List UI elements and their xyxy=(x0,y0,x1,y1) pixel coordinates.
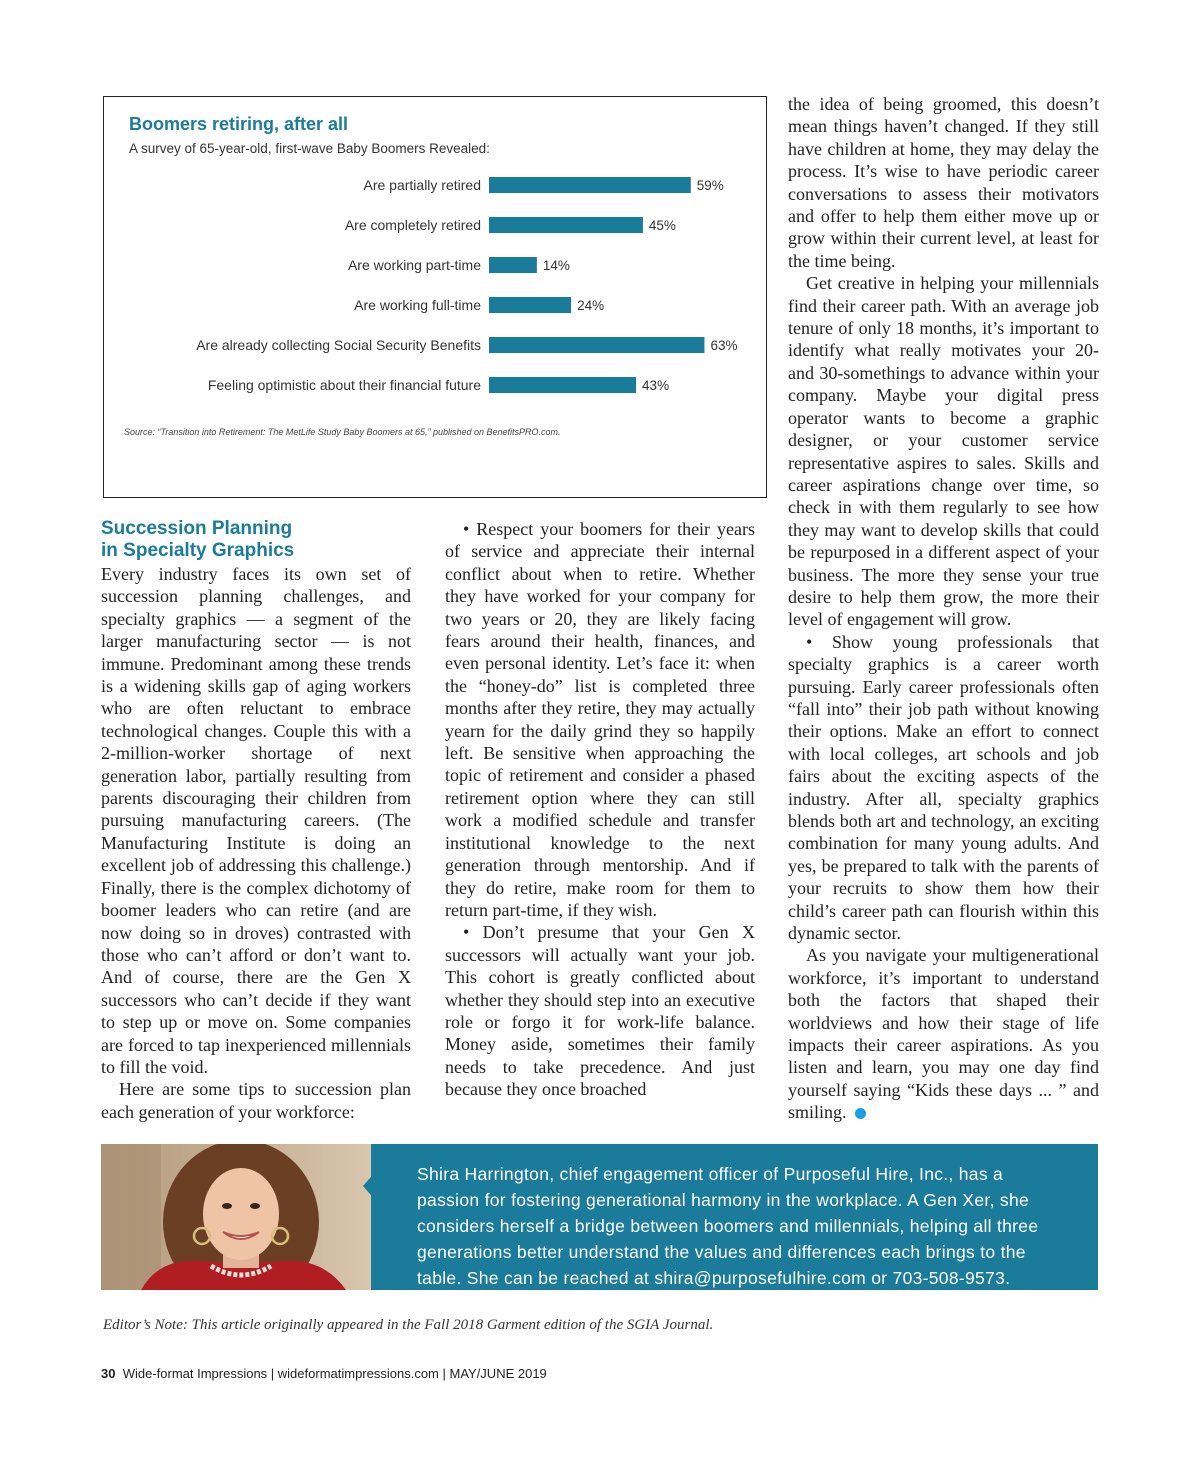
section-heading-line-1: Succession Planning xyxy=(101,518,293,539)
article-column-1 xyxy=(101,518,411,1123)
author-photo xyxy=(101,1144,371,1290)
value-label: 59% xyxy=(696,178,724,193)
bar xyxy=(489,257,537,273)
value-label: 45% xyxy=(648,218,676,233)
category-label: Are working full-time xyxy=(354,297,481,313)
value-label: 63% xyxy=(710,338,738,353)
article-column-2 xyxy=(445,518,755,1101)
footer-text: Wide-format Impressions | wideformatimpressions.com | MAY/JUNE 2019 xyxy=(122,1366,547,1381)
value-label: 43% xyxy=(642,378,670,393)
bar xyxy=(489,337,704,353)
value-label: 14% xyxy=(542,258,570,273)
paragraph: • Respect your boomers for their years of service and appreciate their internal conflict about when to retire. Whether they have worked for your company for two years or 20, they are likely facing fears around their health, finances, and even personal identity. Let’s face it: when the “honey-do” list is completed three months after they retire, they may actually yearn for the daily grind they so happily left. Be sensitive when approaching the topic of retirement and consider a phased retirement option where they can still work a modified schedule and transfer institutional knowledge to the next generation through mentorship. And if they do retire, make room for them to return part-time, if they wish. xyxy=(445,519,755,920)
paragraph: Get creative in helping your millennials find their career path. With an average job tenure of only 18 months, it’s important to identify what really motivates your 20- and 30-somethings to advance within your company. Maybe your digital press operator wants to become a graphic designer, or your customer service representative aspires to sales. Skills and career aspirations change over time, so check in with them regularly to see how they may want to develop skills that could be repurposed in a different aspect of your business. The more they sense your true desire to help them grow, the more their level of engagement will grow. xyxy=(788,273,1099,630)
section-heading-line-2: in Specialty Graphics xyxy=(101,540,295,561)
bar xyxy=(489,297,571,313)
paragraph: • Show young professionals that specialty graphics is a career worth pursuing. Early career professionals often “fall into” their job path without knowing their options. Make an effort to connect with local colleges, art schools and job fairs about the exciting aspects of the industry. After all, specialty graphics blends both art and technology, an exciting combination for many young adults. And yes, be prepared to talk with the parents of your recruits to show them how their child’s career path can flourish within this dynamic sector. xyxy=(788,631,1099,944)
paragraph: Every industry faces its own set of succession planning challenges, and specialty graphics — a segment of the larger manufacturing sector — is not immune. Predominant among these trends is a widening skills gap of aging workers who are often reluctant to embrace technological changes. Couple this with a 2-million-worker shortage of next generation labor, partially resulting from parents discouraging their children from pursuing manufacturing careers. (The Manufacturing Institute is doing an excellent job of addressing this challenge.) Finally, there is the complex dichotomy of boomer leaders who can retire (and are now doing so in droves) contrasted with those who can’t afford or don’t want to. And of course, there are the Gen X successors who can’t decide if they want to step up or move on. Some companies are forced to tap inexperienced millennials to fill the void. xyxy=(101,564,411,1077)
category-label: Feeling optimistic about their financial future xyxy=(207,377,481,393)
page-footer xyxy=(101,1366,547,1381)
category-label: Are partially retired xyxy=(363,177,481,193)
paragraph-final xyxy=(788,944,1099,1123)
paragraph: Here are some tips to succession plan each generation of your workforce: xyxy=(101,1079,411,1122)
chart-subtitle: A survey of 65-year-old, first-wave Baby Boomers Revealed: xyxy=(129,141,490,156)
paragraph: the idea of being groomed, this doesn’t mean things haven’t changed. If they still have children at home, they may delay the process. It’s wise to have periodic career conversations to assess their motivators and offer to help them either move up or grow within their current level, at least for the time being. xyxy=(788,94,1099,271)
author-bio xyxy=(101,1144,1098,1290)
section-heading xyxy=(101,518,411,562)
bio-text: Shira Harrington, chief engagement officer of Purposeful Hire, Inc., has a passion for fostering generational harmony in the workplace. A Gen Xer, she considers herself a bridge between boomers and millennials, helping all three generations better understand the values and differences each brings to the table. She can be reached at shira@purposefulhire.com or 703-508-9573. xyxy=(417,1164,1039,1288)
end-mark-icon xyxy=(855,1108,866,1119)
bar xyxy=(489,217,643,233)
category-label: Are working part-time xyxy=(347,257,481,273)
bio-pointer xyxy=(363,1170,377,1202)
chart-source: Source: “Transition into Retirement: The MetLife Study Baby Boomers at 65,” published on BenefitsPRO.com. xyxy=(124,427,561,437)
bar xyxy=(489,377,636,393)
category-label: Are completely retired xyxy=(344,217,481,233)
value-label: 24% xyxy=(577,298,605,313)
category-label: Are already collecting Social Security Benefits xyxy=(196,337,481,353)
chart-title: Boomers retiring, after all xyxy=(129,114,349,134)
bar xyxy=(489,177,691,193)
page-number: 30 xyxy=(101,1366,116,1381)
editor-note: Editor’s Note: This article originally appeared in the Fall 2018 Garment edition of the SGIA Journal. xyxy=(103,1317,714,1333)
paragraph: • Don’t presume that your Gen X successors will actually want your job. This cohort is greatly conflicted about whether they should step into an executive role or forgo it for work-life balance. Money aside, sometimes their family needs to take precedence. And just because they once broached xyxy=(445,922,755,1100)
chart-panel xyxy=(103,96,767,498)
closing-text: As you navigate your multigenerational workforce, it’s important to understand both the factors that shaped their worldviews and how their stage of life impacts their career aspirations. As you listen and learn, you may one day find yourself saying “Kids these days ... ” and smiling. xyxy=(788,945,1099,1123)
article-column-3 xyxy=(788,93,1099,1124)
bar-chart xyxy=(104,97,768,499)
